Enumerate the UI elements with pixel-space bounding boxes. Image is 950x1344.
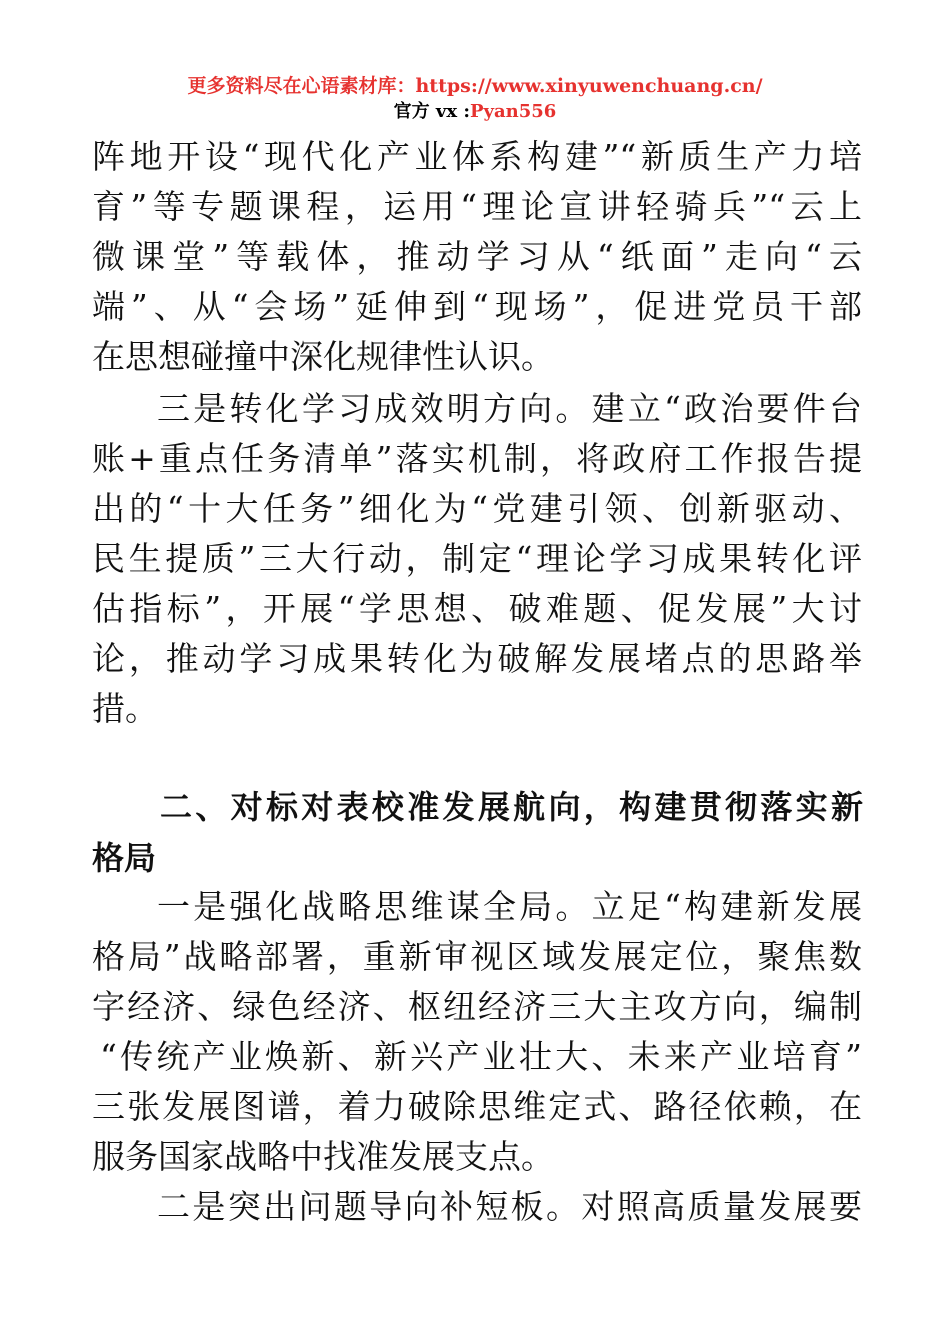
- paragraph-line: 账+重点任务清单”落实机制，将政府工作报告提: [92, 439, 862, 478]
- paragraph-line: 三是转化学习成效明方向。建立“政治要件台: [157, 389, 862, 428]
- paragraph-line: 字经济、绿色经济、枢纽经济三大主攻方向，编制: [92, 987, 862, 1026]
- paragraph-line: 阵地开设“现代化产业体系构建”“新质生产力培: [92, 137, 862, 176]
- paragraph-line: “传统产业焕新、新兴产业壮大、未来产业培育”: [100, 1037, 862, 1076]
- paragraph-line: 在思想碰撞中深化规律性认识。: [92, 337, 554, 376]
- section-heading: 格局: [92, 839, 157, 877]
- paragraph-line: 端”、从“会场”延伸到“现场”，促进党员干部: [92, 287, 862, 326]
- wechat-label: 官方 vx :: [393, 101, 471, 122]
- wechat-id: Pyan556: [470, 101, 557, 122]
- paragraph-line: 微课堂”等载体，推动学习从“纸面”走向“云: [92, 237, 862, 276]
- paragraph-line: 估指标”，开展“学思想、破难题、促发展”大讨: [92, 589, 862, 628]
- promo-header: 更多资料尽在心语素材库：https://www.xinyuwenchuang.cn/: [187, 75, 763, 97]
- paragraph-line: 三张发展图谱，着力破除思维定式、路径依赖，在: [92, 1087, 862, 1126]
- wechat-contact: [0, 101, 950, 123]
- section-heading: 二、对标对表校准发展航向，构建贯彻落实新: [160, 788, 863, 826]
- paragraph-line: 出的“十大任务”细化为“党建引领、创新驱动、: [92, 489, 862, 528]
- paragraph-line: 一是强化战略思维谋全局。立足“构建新发展: [157, 887, 862, 926]
- paragraph-line: 育”等专题课程，运用“理论宣讲轻骑兵”“云上: [92, 187, 862, 226]
- paragraph-line: 格局”战略部署，重新审视区域发展定位，聚焦数: [92, 937, 862, 976]
- paragraph-line: 措。: [92, 689, 158, 728]
- paragraph-line: 论，推动学习成果转化为破解发展堵点的思路举: [92, 639, 862, 678]
- paragraph-line: 民生提质”三大行动，制定“理论学习成果转化评: [92, 539, 862, 578]
- paragraph-line: 二是突出问题导向补短板。对照高质量发展要: [157, 1187, 862, 1226]
- paragraph-line: 服务国家战略中找准发展支点。: [92, 1137, 554, 1176]
